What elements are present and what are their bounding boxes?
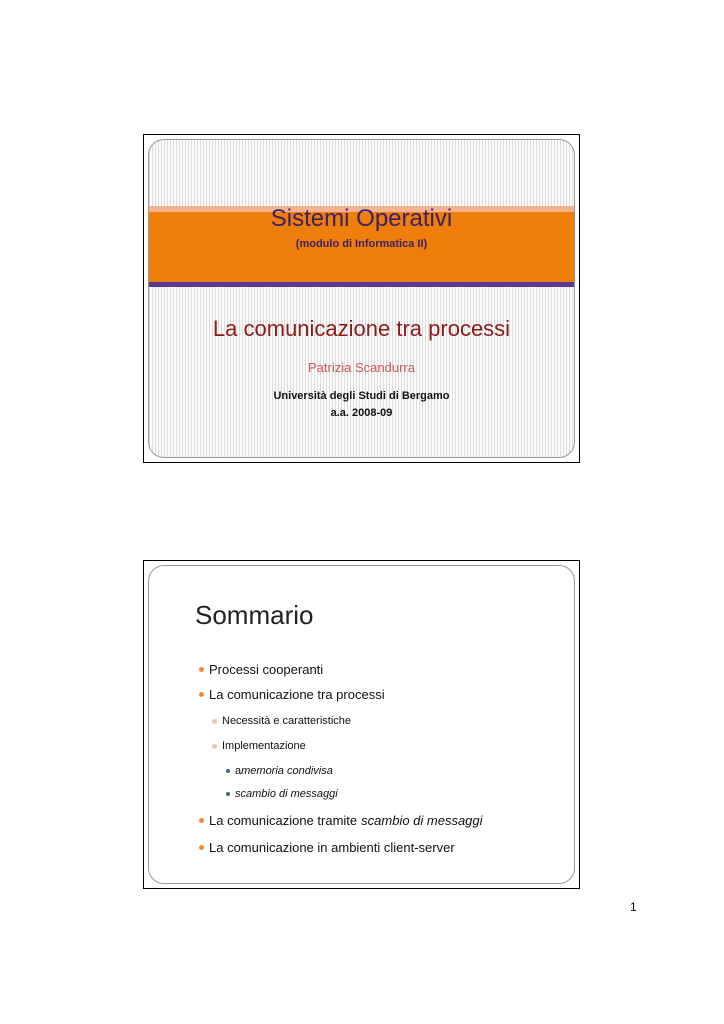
list-item xyxy=(226,788,338,800)
list-item-text: Implementazione xyxy=(222,740,306,752)
list-item-text: Necessità e caratteristiche xyxy=(222,715,351,727)
title-band-bottom-stripe xyxy=(149,282,574,287)
summary-slide-frame xyxy=(148,565,575,884)
bullet-icon xyxy=(199,692,204,697)
list-item-text: La comunicazione tra processi xyxy=(209,687,385,702)
bullet-icon xyxy=(226,792,230,796)
academic-year: a.a. 2008-09 xyxy=(330,407,393,419)
page-number: 1 xyxy=(630,900,637,914)
title-slide xyxy=(143,134,580,463)
bullet-icon xyxy=(226,769,230,773)
bullet-icon xyxy=(199,667,204,672)
university-name: Università degli Studi di Bergamo xyxy=(273,390,450,402)
list-item xyxy=(212,715,351,727)
list-item-text: scambio di messaggi xyxy=(235,788,338,800)
author-name: Patrizia Scandurra xyxy=(308,360,415,375)
presentation-title: Sistemi Operativi xyxy=(270,205,453,232)
presentation-subtitle: (modulo di Informatica II) xyxy=(295,238,428,250)
list-item xyxy=(199,662,323,677)
bullet-icon xyxy=(199,818,204,823)
title-slide-frame xyxy=(148,139,575,458)
list-item-text: Processi cooperanti xyxy=(209,662,324,677)
list-item xyxy=(199,813,483,828)
bullet-icon xyxy=(212,744,217,749)
list-item-text: memoria condivisa xyxy=(241,765,333,777)
list-item-text: scambio di messaggi xyxy=(361,813,483,828)
summary-title: Sommario xyxy=(195,600,314,630)
bullet-icon xyxy=(212,719,217,724)
list-item xyxy=(226,765,333,777)
list-item xyxy=(199,840,455,855)
list-item xyxy=(199,687,385,702)
list-item-prefix: La comunicazione tramite xyxy=(209,813,358,828)
list-item xyxy=(212,740,306,752)
bullet-icon xyxy=(199,845,204,850)
list-item-text: La comunicazione in ambienti client-server xyxy=(209,840,455,855)
lecture-heading: La comunicazione tra processi xyxy=(212,316,511,341)
summary-slide xyxy=(143,560,580,889)
list-item-prefix: a xyxy=(235,765,242,777)
